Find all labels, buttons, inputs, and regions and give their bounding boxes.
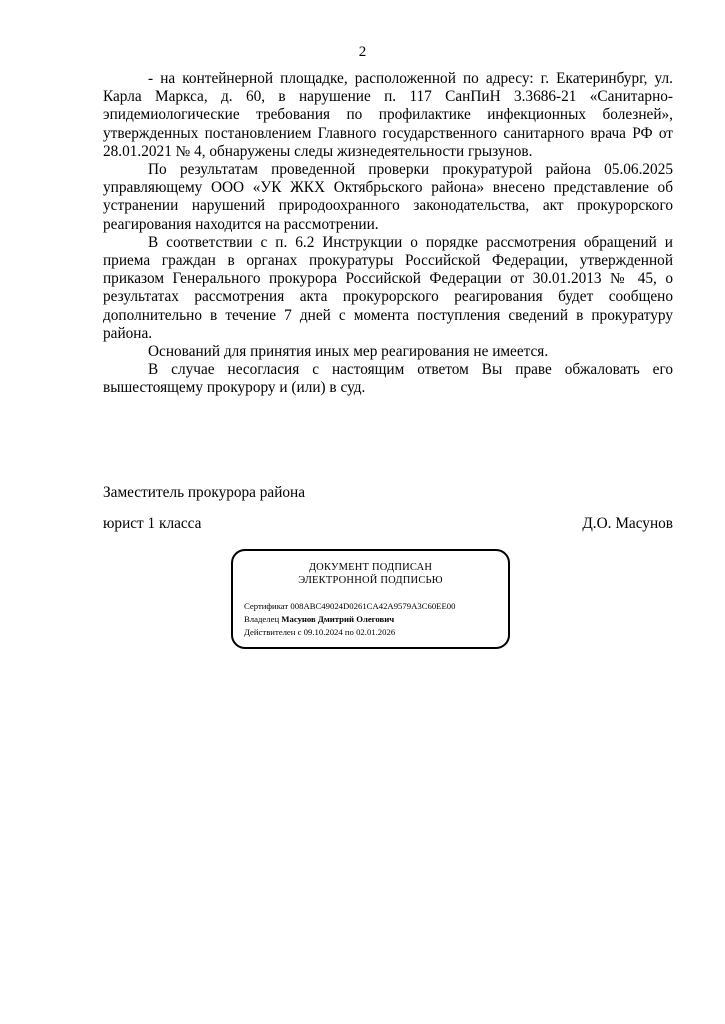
signature-row — [103, 515, 673, 533]
signatory-rank: юрист 1 класса — [103, 515, 202, 532]
valid-to-date: 02.01.2026 — [356, 627, 396, 637]
valid-from-label: с — [297, 627, 302, 637]
paragraph-appeal-rights: В случае несогласия с настоящим ответом Вы праве обжаловать его вышестоящему прокурору и (или) в суд. — [103, 361, 673, 397]
owner-label: Владелец — [244, 614, 280, 624]
page-number: 2 — [358, 44, 367, 60]
signatory-name: Д.О. Масунов — [582, 515, 673, 532]
stamp-certificate-row — [244, 600, 455, 613]
paragraph-inspection-results: По результатам проведенной проверки прокуратурой района 05.06.2025 управляющему ООО «УК ЖКХ Октябрьского района» внесено представление об устранении нарушений природоохранного законодательства, акт прокурорского реагирования находится на рассмотрении. — [103, 161, 673, 233]
paragraph-no-other-measures: Оснований для принятия иных мер реагирования не имеется. — [148, 343, 549, 361]
letter-body — [103, 70, 673, 398]
stamp-validity-row — [244, 626, 455, 639]
stamp-title-line2: ЭЛЕКТРОННОЙ ПОДПИСЬЮ — [298, 575, 443, 586]
paragraph-instruction-reference: В соответствии с п. 6.2 Инструкции о порядке рассмотрения обращений и приема граждан в органах прокуратуры Российской Федерации, утвержденной приказом Генерального прокурора Российской Федерации от 30.01.2013 № 45, о результатах рассмотрения акта прокурорского реагирования будет сообщено дополнительно в течение 7 дней с момента поступления сведений в прокуратуру района. — [103, 233, 673, 342]
paragraph-rodent-violation: - на контейнерной площадке, расположенной по адресу: г. Екатеринбург, ул. Карла Маркса, д. 60, в нарушение п. 117 СанПиН 3.3686-21 «Санитарно-эпидемиологические требования по профилактике инфекционных болезней», утвержденных постановлением Главного государственного санитарного врача РФ от 28.01.2021 № 4, обнаружены следы жизнедеятельности грызунов. — [103, 70, 673, 160]
certificate-value: 008ABC49024D0261CA42A9579A3C60EE00 — [290, 601, 456, 611]
signatory-position: Заместитель прокурора района — [103, 484, 306, 501]
owner-value: Масунов Дмитрий Олегович — [281, 614, 395, 624]
stamp-details — [244, 600, 455, 639]
valid-label: Действителен — [244, 627, 296, 637]
stamp-title-line1: ДОКУМЕНТ ПОДПИСАН — [308, 562, 433, 573]
electronic-signature-stamp — [231, 549, 510, 649]
valid-to-label: по — [344, 627, 354, 637]
stamp-header — [233, 561, 508, 587]
certificate-label: Сертификат — [244, 601, 289, 611]
stamp-owner-row — [244, 613, 455, 626]
valid-from-date: 09.10.2024 — [303, 627, 343, 637]
